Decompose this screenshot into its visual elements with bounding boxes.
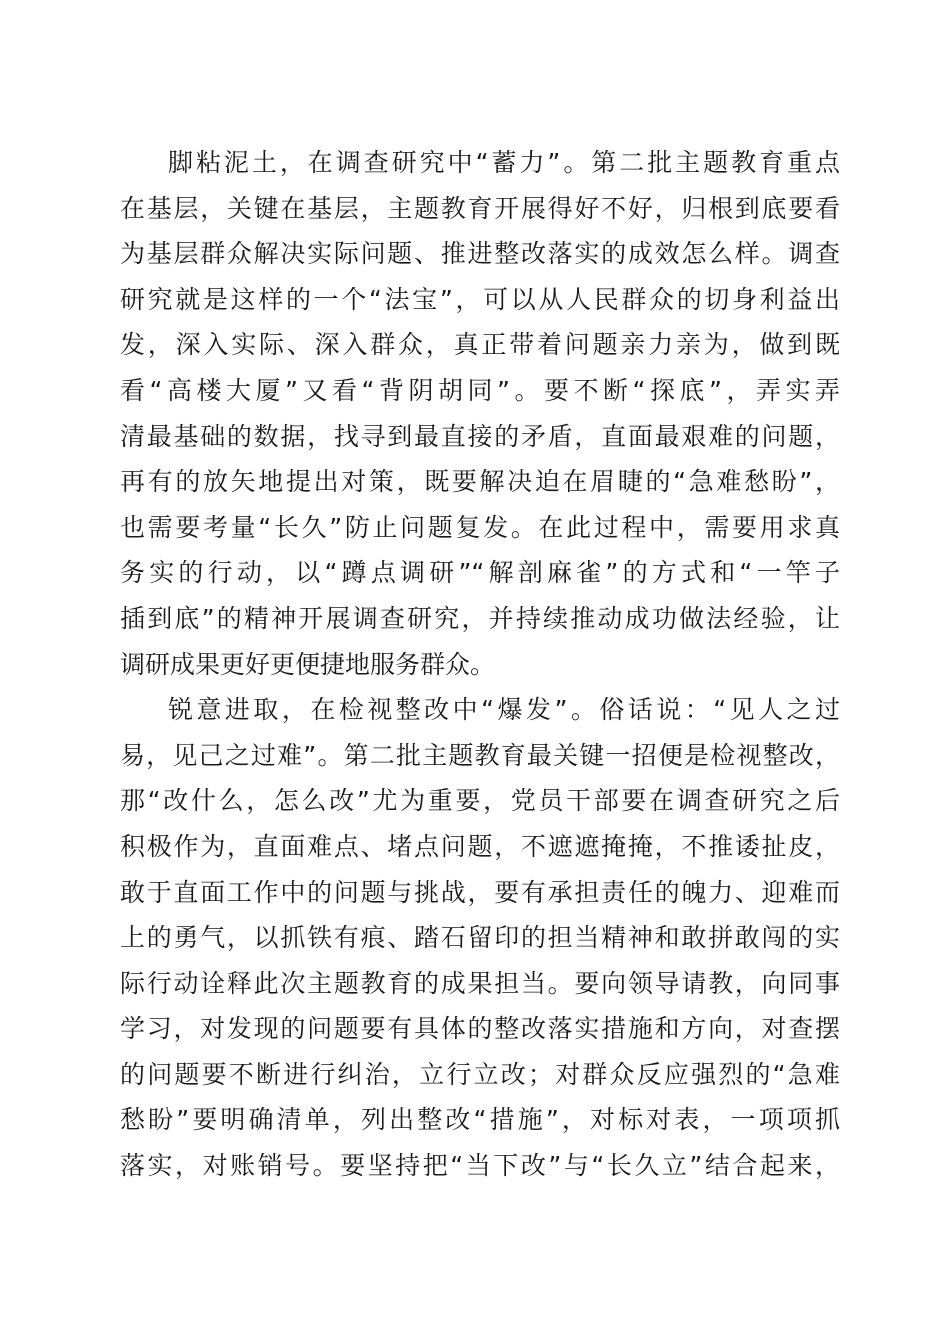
text-line: 发，深入实际、深入群众，真正带着问题亲力亲为，做到既	[120, 330, 840, 360]
text-line: 脚粘泥土，在调查研究中“蓄力”。第二批主题教育重点	[168, 148, 840, 177]
text-line: 插到底”的精神开展调查研究，并持续推动成功做法经验，让	[120, 603, 840, 633]
text-line: 再有的放矢地提出对策，既要解决迫在眉睫的“急难愁盼”，	[120, 467, 840, 497]
text-line: 易，见己之过难”。第二批主题教育最关键一招便是检视整改，	[120, 740, 840, 770]
text-line: 落实，对账销号。要坚持把“当下改”与“长久立”结合起来，	[120, 1151, 840, 1181]
text-line: 敢于直面工作中的问题与挑战，要有承担责任的魄力、迎难而	[120, 877, 840, 907]
paragraph-1	[120, 140, 840, 687]
text-line: 锐意进取，在检视整改中“爆发”。俗话说：“见人之过	[168, 695, 840, 725]
text-line: 上的勇气，以抓铁有痕、踏石留印的担当精神和敢拼敢闯的实	[120, 923, 840, 953]
text-line: 在基层，关键在基层，主题教育开展得好不好，归根到底要看	[120, 193, 840, 223]
text-line: 务实的行动，以“蹲点调研”“解剖麻雀”的方式和“一竿子	[120, 558, 840, 588]
paragraph-2	[120, 687, 840, 1189]
text-line: 那“改什么，怎么改”尤为重要，党员干部要在调查研究之后	[120, 786, 840, 816]
text-line: 调研成果更好更便捷地服务群众。	[120, 649, 496, 679]
text-line: 研究就是这样的一个“法宝”，可以从人民群众的切身利益出	[120, 284, 840, 314]
text-line: 积极作为，直面难点、堵点问题，不遮遮掩掩，不推诿扯皮，	[120, 831, 840, 861]
text-line: 看“高楼大厦”又看“背阴胡同”。要不断“探底”，弄实弄	[120, 375, 840, 405]
text-line: 际行动诠释此次主题教育的成果担当。要向领导请教，向同事	[120, 968, 840, 998]
text-line: 为基层群众解决实际问题、推进整改落实的成效怎么样。调查	[120, 239, 840, 269]
body-text	[120, 140, 840, 1189]
text-line: 清最基础的数据，找寻到最直接的矛盾，直面最艰难的问题，	[120, 421, 840, 451]
text-line: 的问题要不断进行纠治，立行立改；对群众反应强烈的“急难	[120, 1059, 840, 1089]
text-line: 愁盼”要明确清单，列出整改“措施”，对标对表，一项项抓	[120, 1105, 840, 1135]
text-line: 学习，对发现的问题要有具体的整改落实措施和方向，对查摆	[120, 1014, 840, 1044]
text-line: 也需要考量“长久”防止问题复发。在此过程中，需要用求真	[120, 512, 840, 542]
